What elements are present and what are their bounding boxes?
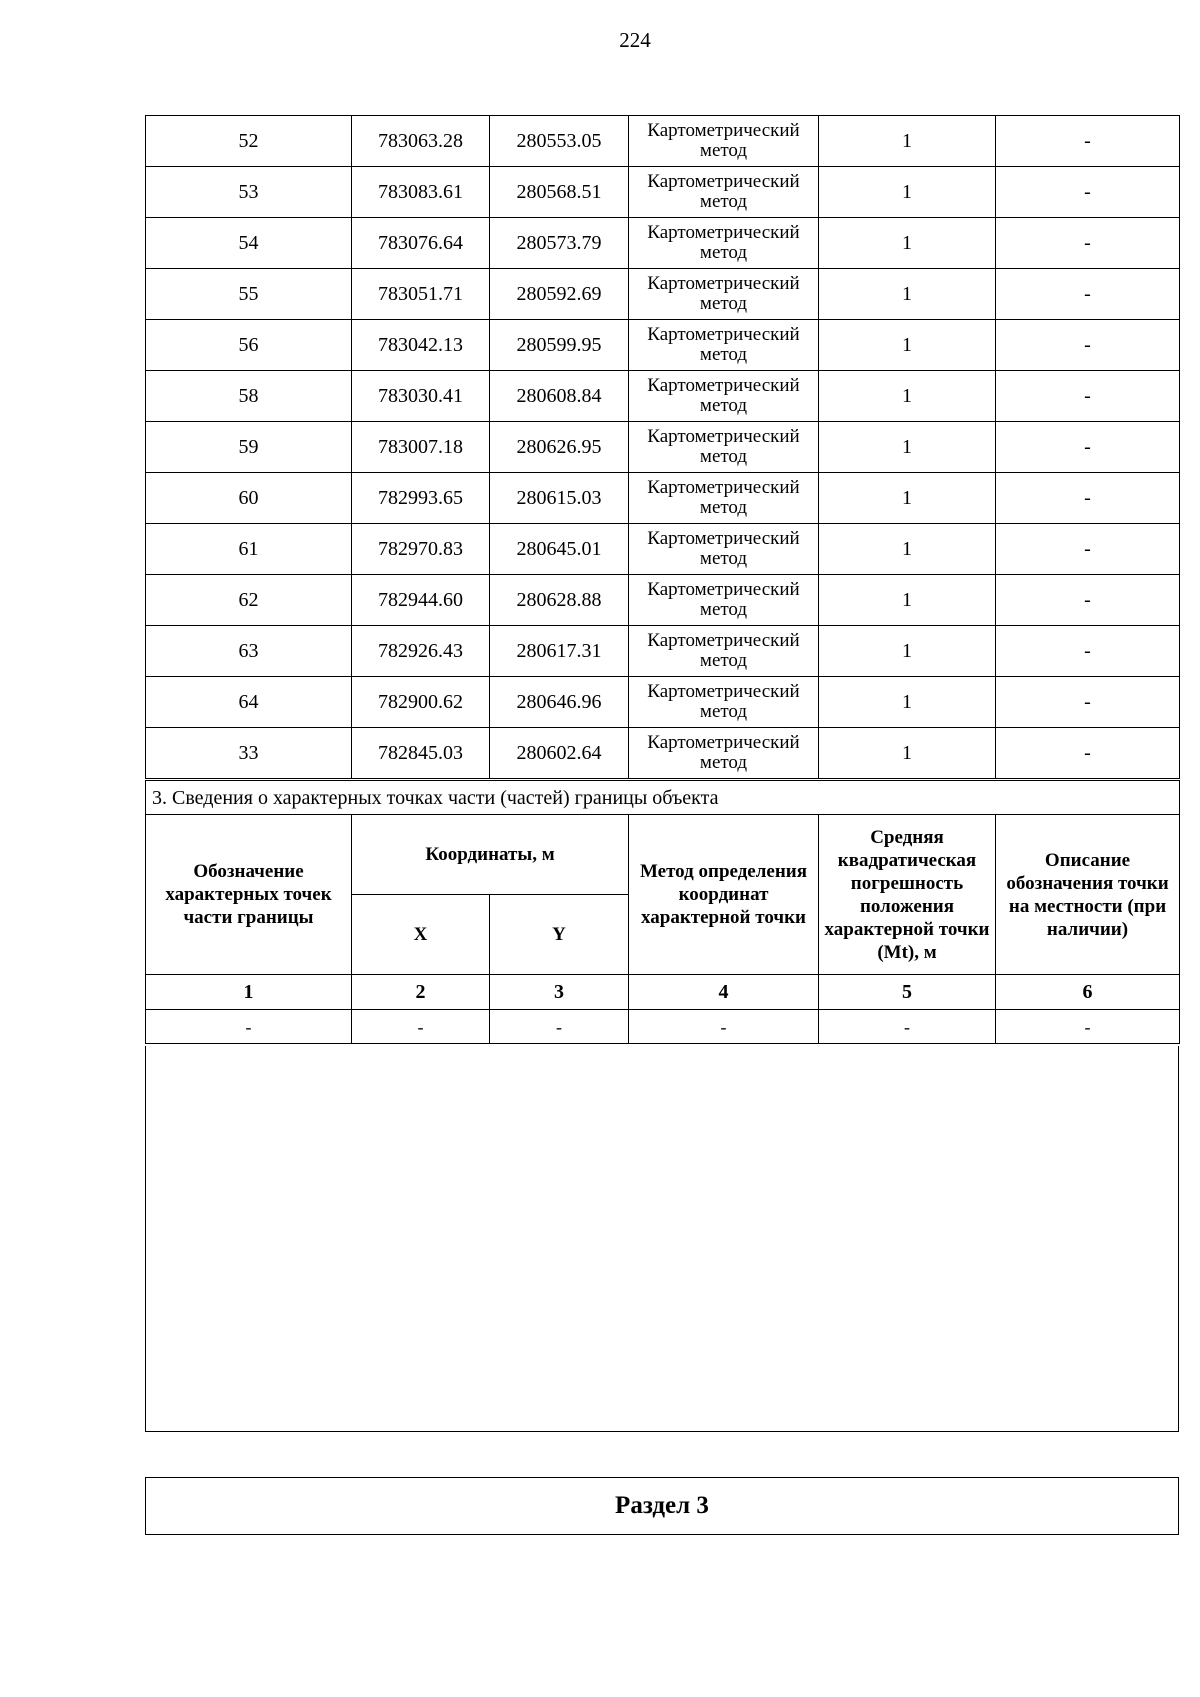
coord-y: 280553.05 [490,116,629,167]
method [629,575,819,626]
header-method: Метод определения координат характерной точки [629,815,819,975]
point-description: - [996,524,1180,575]
point-number: 60 [146,473,352,524]
point-description: - [996,473,1180,524]
header-error: Средняя квадратическая погрешность положения характерной точки (Mt), м [819,815,996,975]
table-row [146,422,1180,473]
coord-y: 280608.84 [490,371,629,422]
coord-y: 280628.88 [490,575,629,626]
point-number: 58 [146,371,352,422]
method-line-1: Картометрический [647,375,800,396]
mean-square-error: 1 [819,320,996,371]
blank-area [145,1046,1179,1432]
point-description: - [996,422,1180,473]
method-line-2: метод [699,446,748,467]
method-line-1: Картометрический [647,222,800,243]
point-number: 53 [146,167,352,218]
mean-square-error: 1 [819,575,996,626]
method-line-1: Картометрический [647,732,800,753]
point-number: 59 [146,422,352,473]
point-number: 54 [146,218,352,269]
table-row [146,269,1180,320]
coord-x: 783051.71 [352,269,490,320]
point-number: 62 [146,575,352,626]
method [629,218,819,269]
point-number: 33 [146,728,352,779]
table-cell: - [996,1010,1180,1044]
method [629,626,819,677]
point-number: 61 [146,524,352,575]
mean-square-error: 1 [819,626,996,677]
header-y: Y [490,895,629,975]
table-row [146,371,1180,422]
method [629,116,819,167]
method [629,371,819,422]
mean-square-error: 1 [819,473,996,524]
parts-section-title: 3. Сведения о характерных точках части (частей) границы объекта [146,781,1180,815]
method-line-1: Картометрический [647,528,800,549]
point-description: - [996,575,1180,626]
point-description: - [996,677,1180,728]
method-line-1: Картометрический [647,681,800,702]
header-x: X [352,895,490,975]
method-line-2: метод [699,497,748,518]
coord-y: 280602.64 [490,728,629,779]
point-number: 64 [146,677,352,728]
method-line-1: Картометрический [647,324,800,345]
parts-table [145,780,1180,1044]
coord-x: 783030.41 [352,371,490,422]
section-heading: Раздел 3 [145,1477,1179,1535]
coord-x: 782970.83 [352,524,490,575]
method-line-2: метод [699,344,748,365]
coord-x: 783007.18 [352,422,490,473]
coord-x: 782926.43 [352,626,490,677]
column-number: 5 [819,975,996,1010]
coord-y: 280615.03 [490,473,629,524]
mean-square-error: 1 [819,218,996,269]
table-row [146,626,1180,677]
coord-x: 783042.13 [352,320,490,371]
table-row [146,473,1180,524]
coord-x: 782993.65 [352,473,490,524]
point-number: 56 [146,320,352,371]
coord-y: 280646.96 [490,677,629,728]
coord-y: 280568.51 [490,167,629,218]
method-line-2: метод [699,548,748,569]
method-line-1: Картометрический [647,477,800,498]
method-line-1: Картометрический [647,171,800,192]
coord-y: 280645.01 [490,524,629,575]
coord-x: 783063.28 [352,116,490,167]
method [629,728,819,779]
method-line-2: метод [699,293,748,314]
mean-square-error: 1 [819,677,996,728]
page-number: 224 [619,28,651,52]
method-line-2: метод [699,599,748,620]
table-row [146,116,1180,167]
point-description: - [996,371,1180,422]
points-table [145,115,1180,779]
mean-square-error: 1 [819,371,996,422]
method-line-1: Картометрический [647,120,800,141]
table-row [146,218,1180,269]
table-row [146,524,1180,575]
table-cell: - [146,1010,352,1044]
coord-y: 280592.69 [490,269,629,320]
column-number: 1 [146,975,352,1010]
method [629,473,819,524]
table-row [146,728,1180,779]
mean-square-error: 1 [819,524,996,575]
coord-x: 782845.03 [352,728,490,779]
method [629,269,819,320]
point-number: 63 [146,626,352,677]
method-line-1: Картометрический [647,426,800,447]
table-row [146,1010,1180,1044]
coord-x: 783083.61 [352,167,490,218]
header-coordinates: Координаты, м [352,815,629,895]
method-line-2: метод [699,140,748,161]
point-number: 55 [146,269,352,320]
table-row [146,677,1180,728]
method-line-1: Картометрический [647,579,800,600]
coord-x: 783076.64 [352,218,490,269]
table-cell: - [352,1010,490,1044]
table-row [146,167,1180,218]
header-description: Описание обозначения точки на местности (при наличии) [996,815,1180,975]
column-number: 3 [490,975,629,1010]
point-number: 52 [146,116,352,167]
method-line-2: метод [699,752,748,773]
column-number: 6 [996,975,1180,1010]
mean-square-error: 1 [819,269,996,320]
method-line-2: метод [699,701,748,722]
table-cell: - [819,1010,996,1044]
method-line-2: метод [699,650,748,671]
point-description: - [996,218,1180,269]
coord-x: 782900.62 [352,677,490,728]
table-cell: - [490,1010,629,1044]
table-row [146,575,1180,626]
column-numbers-row [146,975,1180,1010]
mean-square-error: 1 [819,422,996,473]
header-designation: Обозначение характерных точек части границы [146,815,352,975]
coord-y: 280573.79 [490,218,629,269]
coord-x: 782944.60 [352,575,490,626]
point-description: - [996,728,1180,779]
mean-square-error: 1 [819,167,996,218]
column-number: 2 [352,975,490,1010]
method-line-1: Картометрический [647,630,800,651]
mean-square-error: 1 [819,728,996,779]
table-cell: - [629,1010,819,1044]
method [629,167,819,218]
method [629,320,819,371]
coord-y: 280626.95 [490,422,629,473]
method-line-2: метод [699,395,748,416]
coord-y: 280617.31 [490,626,629,677]
point-description: - [996,626,1180,677]
point-description: - [996,167,1180,218]
coord-y: 280599.95 [490,320,629,371]
method-line-2: метод [699,191,748,212]
mean-square-error: 1 [819,116,996,167]
method-line-2: метод [699,242,748,263]
column-number: 4 [629,975,819,1010]
point-description: - [996,320,1180,371]
method [629,524,819,575]
method [629,677,819,728]
method [629,422,819,473]
table-row [146,320,1180,371]
point-description: - [996,269,1180,320]
point-description: - [996,116,1180,167]
method-line-1: Картометрический [647,273,800,294]
